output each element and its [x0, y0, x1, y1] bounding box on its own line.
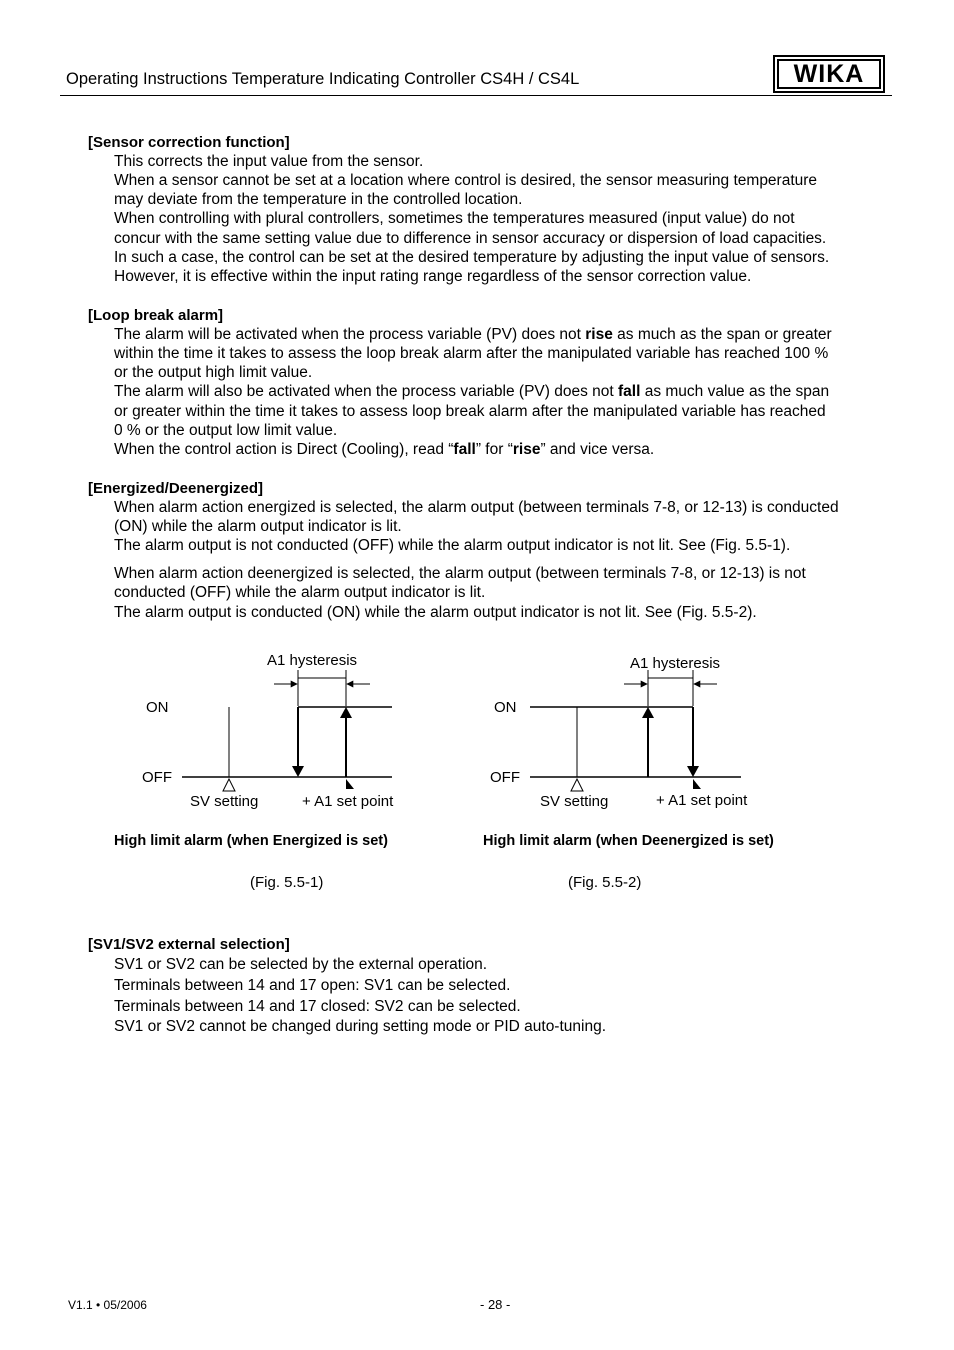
down-arrow-icon	[687, 766, 699, 777]
text-segment: as much value as the span	[640, 383, 830, 400]
text-segment: The alarm will be activated when the process variable (PV) does not	[114, 326, 586, 343]
set-point-marker-icon	[346, 779, 354, 789]
text-line: concur with the same setting value due to difference in sensor accuracy or dispersion of load capacities.	[114, 230, 827, 247]
text-segment: ” for “	[475, 441, 513, 458]
section-title-energized-deenergized: [Energized/Deenergized]	[88, 480, 264, 497]
text-line: When a sensor cannot be set at a location where control is desired, the sensor measuring temperature	[114, 172, 818, 189]
set-point-label: + A1 set point	[302, 793, 394, 810]
on-label: ON	[146, 699, 169, 716]
off-label: OFF	[142, 769, 172, 786]
text-segment: as much as the span or greater	[612, 326, 832, 343]
text-line: Terminals between 14 and 17 open: SV1 can be selected.	[114, 977, 511, 994]
set-point-marker-icon	[693, 779, 701, 789]
up-arrow-icon	[642, 707, 654, 718]
figure-reference-5-5-1: (Fig. 5.5-1)	[250, 874, 324, 891]
text-line: The alarm output is conducted (ON) while the alarm output indicator is not lit. See (Fig. 5.5-2).	[114, 604, 757, 621]
text-line: When alarm action energized is selected, the alarm output (between terminals 7-8, or 12-13) is conducted	[114, 499, 839, 516]
text-line: or the output high limit value.	[114, 364, 313, 381]
figure-energized-diagram	[0, 640, 477, 830]
text-line: The alarm output is not conducted (OFF) while the alarm output indicator is not lit. See (Fig. 5.5-1).	[114, 537, 791, 554]
sv-setting-triangle-icon	[571, 779, 583, 791]
sv-setting-triangle-icon	[223, 779, 235, 791]
wika-logo-text: WIKA	[777, 59, 881, 89]
off-label: OFF	[490, 769, 520, 786]
text-line: However, it is effective within the input rating range regardless of the sensor correction value.	[114, 268, 752, 285]
document-header-title: Operating Instructions Temperature Indicating Controller CS4H / CS4L	[66, 70, 580, 88]
down-arrow-icon	[292, 766, 304, 777]
figure-deenergized-diagram	[477, 640, 917, 830]
bold-term-rise: rise	[585, 326, 613, 343]
text-line: conducted (OFF) while the alarm output indicator is lit.	[114, 584, 486, 601]
text-line: (ON) while the alarm output indicator is lit.	[114, 518, 402, 535]
sv-setting-label: SV setting	[190, 793, 259, 810]
text-line: This corrects the input value from the sensor.	[114, 153, 424, 170]
bold-term-rise: rise	[512, 441, 541, 458]
section-title-sv-external-selection: [SV1/SV2 external selection]	[88, 936, 290, 953]
text-line: SV1 or SV2 cannot be changed during setting mode or PID auto-tuning.	[114, 1018, 607, 1035]
section-title-loop-break-alarm: [Loop break alarm]	[88, 307, 224, 324]
wika-logo	[773, 55, 885, 93]
section-title-sensor-correction: [Sensor correction function]	[88, 134, 290, 151]
figure-caption-energized: High limit alarm (when Energized is set)	[114, 833, 388, 849]
text-line: In such a case, the control can be set at the desired temperature by adjusting the input value of sensors.	[114, 249, 830, 266]
text-line: may deviate from the temperature in the controlled location.	[114, 191, 523, 208]
figure-reference-5-5-2: (Fig. 5.5-2)	[568, 874, 642, 891]
text-line: within the time it takes to assess the loop break alarm after the manipulated variable has reached 100 %	[114, 345, 829, 362]
figure-caption-deenergized: High limit alarm (when Deenergized is set)	[483, 833, 774, 849]
footer-page-number: - 28 -	[480, 1297, 511, 1312]
text-line: 0 % or the output low limit value.	[114, 422, 338, 439]
set-point-label: + A1 set point	[656, 792, 748, 809]
text-line: Terminals between 14 and 17 closed: SV2 can be selected.	[114, 998, 521, 1015]
text-segment: When the control action is Direct (Cooling), read “	[114, 441, 454, 458]
text-line	[114, 383, 829, 401]
text-line: When controlling with plural controllers, sometimes the temperatures measured (input value) do not	[114, 210, 795, 227]
text-segment: ” and vice versa.	[540, 441, 655, 458]
header-divider	[60, 95, 892, 96]
text-line: When alarm action deenergized is selected, the alarm output (between terminals 7-8, or 12-13) is not	[114, 565, 806, 582]
footer-version: V1.1 • 05/2006	[68, 1298, 147, 1312]
hysteresis-label: A1 hysteresis	[267, 652, 358, 669]
text-line	[114, 326, 832, 344]
bold-term-fall: fall	[453, 441, 476, 458]
text-segment: The alarm will also be activated when the process variable (PV) does not	[114, 383, 618, 400]
bold-term-fall: fall	[618, 383, 641, 400]
text-line	[114, 441, 654, 459]
up-arrow-icon	[340, 707, 352, 718]
text-line: SV1 or SV2 can be selected by the external operation.	[114, 956, 488, 973]
sv-setting-label: SV setting	[540, 793, 609, 810]
on-label: ON	[494, 699, 517, 716]
hysteresis-label: A1 hysteresis	[630, 655, 721, 672]
text-line: or greater within the time it takes to assess loop break alarm after the manipulated variable has reached	[114, 403, 826, 420]
